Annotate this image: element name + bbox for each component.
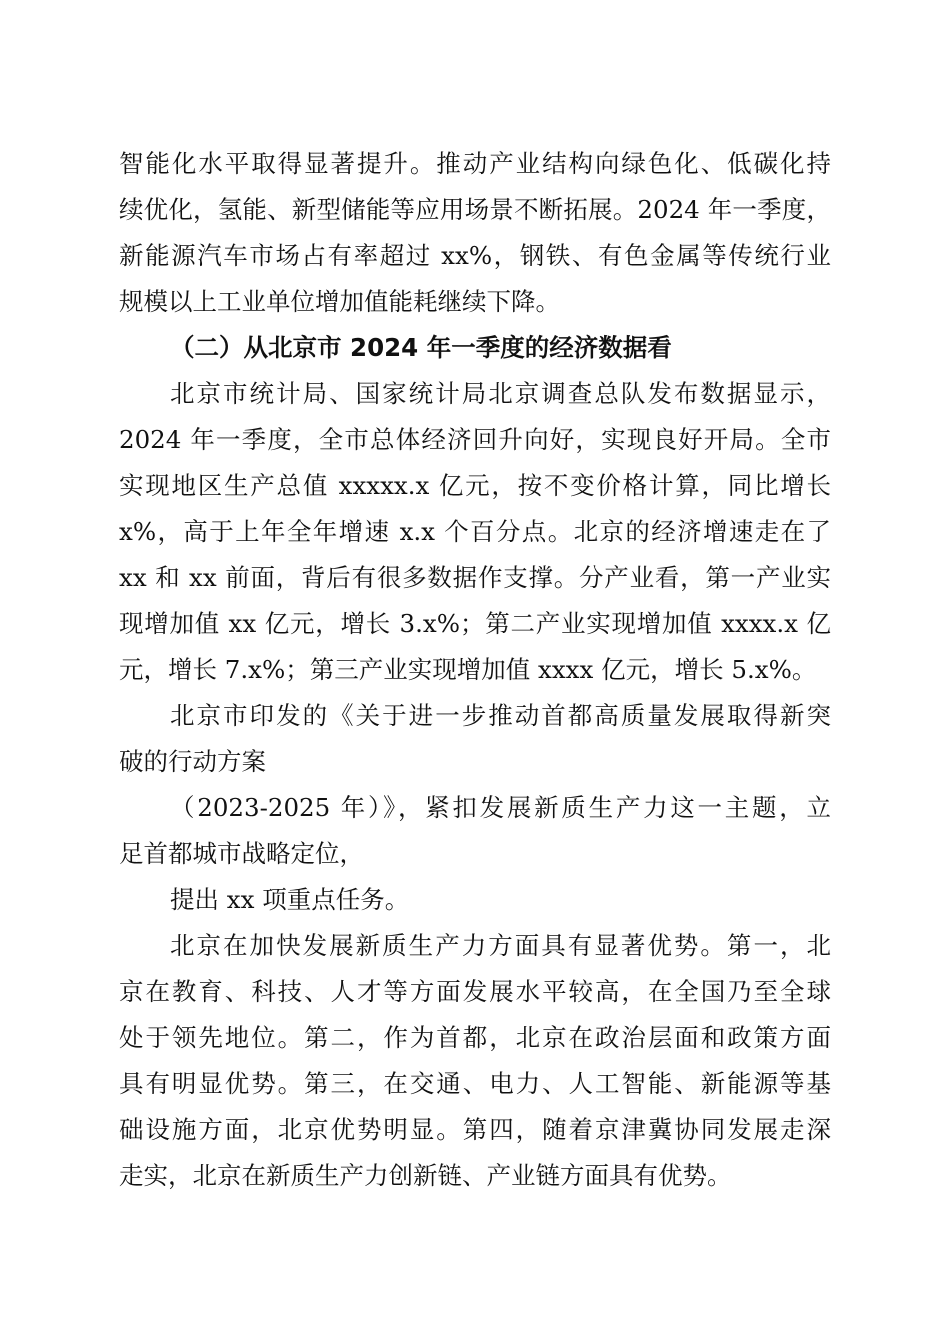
text-line-13: 北京市印发的《关于进一步推动首都高质量发展取得新突 (170, 701, 831, 730)
text-line-17: 提出 xx 项重点任务。 (170, 885, 410, 914)
text-line-12: 元，增长 7.x%；第三产业实现增加值 xxxx 亿元，增长 5.x%。 (119, 655, 817, 684)
text-line-20: 处于领先地位。第二，作为首都，北京在政治层面和政策方面 (119, 1023, 831, 1052)
text-line-14: 破的行动方案 (119, 747, 266, 776)
text-line-16: 足首都城市战略定位， (119, 839, 364, 868)
text-line-23: 走实，北京在新质生产力创新链、产业链方面具有优势。 (119, 1161, 732, 1190)
section-heading: （二）从北京市 2024 年一季度的经济数据看 (170, 333, 672, 362)
text-line-3: 新能源汽车市场占有率超过 xx%，钢铁、有色金属等传统行业 (119, 241, 831, 270)
text-line-4: 规模以上工业单位增加值能耗继续下降。 (119, 287, 560, 316)
text-line-19: 京在教育、科技、人才等方面发展水平较高，在全国乃至全球 (119, 977, 831, 1006)
text-line-1: 智能化水平取得显著提升。推动产业结构向绿色化、低碳化持 (119, 149, 831, 178)
text-line-15: （2023-2025 年）》，紧扣发展新质生产力这一主题，立 (170, 793, 831, 822)
text-line-11: 现增加值 xx 亿元，增长 3.x%；第二产业实现增加值 xxxx.x 亿 (119, 609, 831, 638)
text-line-6: 北京市统计局、国家统计局北京调查总队发布数据显示， (170, 379, 831, 408)
text-line-18: 北京在加快发展新质生产力方面具有显著优势。第一，北 (170, 931, 831, 960)
text-line-22: 础设施方面，北京优势明显。第四，随着京津冀协同发展走深 (119, 1115, 831, 1144)
text-line-9: x%，高于上年全年增速 x.x 个百分点。北京的经济增速走在了 (119, 517, 831, 546)
text-line-21: 具有明显优势。第三，在交通、电力、人工智能、新能源等基 (119, 1069, 831, 1098)
text-line-10: xx 和 xx 前面，背后有很多数据作支撑。分产业看，第一产业实 (119, 563, 831, 592)
text-line-7: 2024 年一季度，全市总体经济回升向好，实现良好开局。全市 (119, 425, 831, 454)
text-line-2: 续优化，氢能、新型储能等应用场景不断拓展。2024 年一季度， (119, 195, 831, 224)
text-line-8: 实现地区生产总值 xxxxx.x 亿元，按不变价格计算，同比增长 (119, 471, 831, 500)
